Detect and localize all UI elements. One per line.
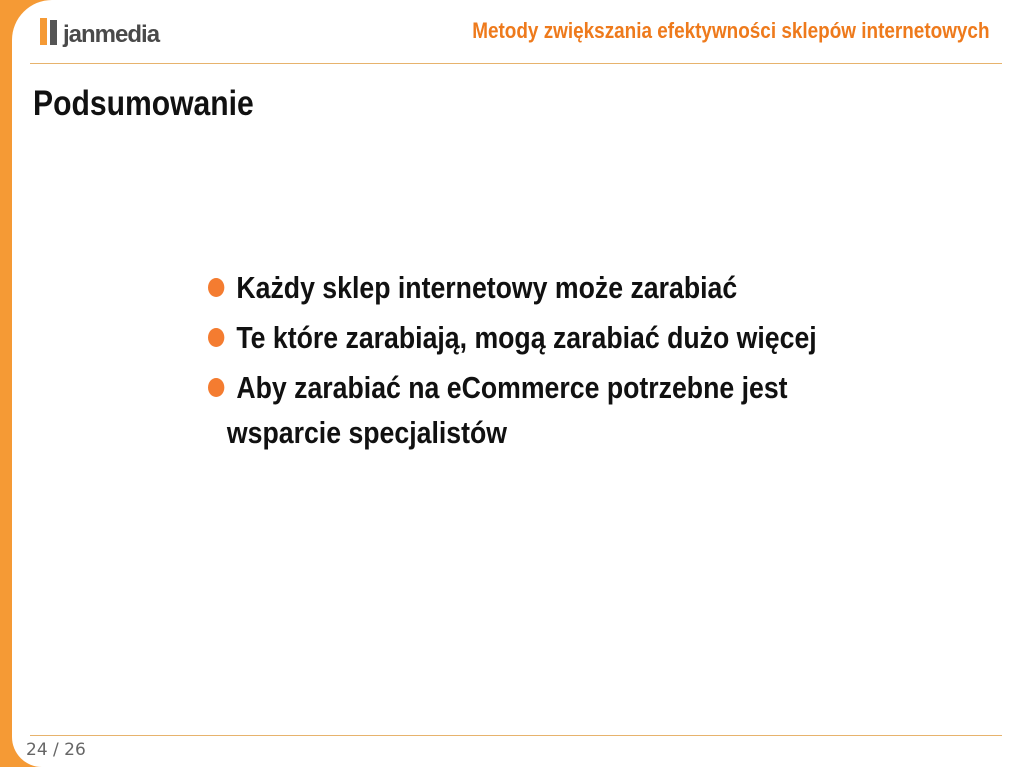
presentation-title: Metody zwiększania efektywności sklepów internetowych bbox=[472, 18, 990, 43]
slide-frame bbox=[12, 0, 1023, 767]
bullet-dot-icon bbox=[208, 278, 224, 297]
bullet-item bbox=[208, 365, 928, 455]
footer-divider bbox=[30, 735, 1002, 736]
bullet-text: Aby zarabiać na eCommerce potrzebne jest bbox=[236, 370, 788, 405]
logo-text: janmedia bbox=[63, 21, 160, 48]
slide-title: Podsumowanie bbox=[33, 84, 254, 123]
bullet-text: Te które zarabiają, mogą zarabiać dużo więcej bbox=[236, 320, 817, 355]
bullet-text-continuation: wsparcie specjalistów bbox=[226, 415, 507, 450]
page-indicator: 24 / 26 bbox=[26, 740, 86, 760]
logo-mark-icon bbox=[40, 18, 60, 48]
bullet-dot-icon bbox=[208, 328, 224, 347]
bullet-text: Każdy sklep internetowy może zarabiać bbox=[236, 270, 738, 305]
janmedia-logo bbox=[40, 18, 159, 48]
bullet-item bbox=[208, 265, 928, 310]
header-divider bbox=[30, 63, 1002, 64]
bullet-item bbox=[208, 315, 928, 360]
bullet-dot-icon bbox=[208, 378, 224, 397]
bullet-list bbox=[208, 265, 928, 460]
